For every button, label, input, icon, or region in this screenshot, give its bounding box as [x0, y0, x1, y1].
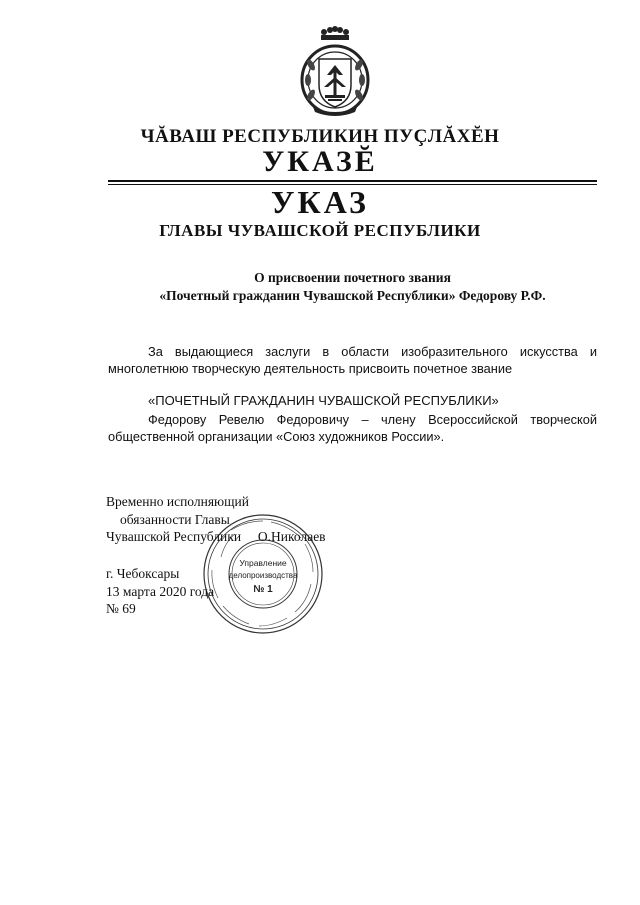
body-p3-line1-text: Федорову Ревелю Федоровичу – члену Всероссийской творческой: [148, 412, 597, 427]
body-paragraph1-line1: [108, 343, 597, 360]
body-paragraph1-line2: многолетнюю творческую деятельность присвоить почетное звание: [108, 361, 513, 376]
decree-number: № 69: [106, 601, 136, 616]
body-paragraph3-line2: общественной организации «Союз художников России».: [108, 429, 445, 444]
decree-title-line1: О присвоении почетного звания: [254, 270, 451, 285]
stamp-line2: делопроизводства: [228, 571, 298, 580]
decree-title-line2: «Почетный гражданин Чувашской Республики» Федорову Р.Ф.: [159, 288, 546, 303]
chuvash-ukaze-title: УКАЗĔ: [262, 145, 378, 178]
body-paragraph3-line1: [108, 411, 597, 428]
signature-position-line2: обязанности Главы: [120, 512, 230, 527]
glavy-subtitle: ГЛАВЫ ЧУВАШСКОЙ РЕСПУБЛИКИ: [159, 221, 481, 240]
chuvash-header: ЧĂВАШ РЕСПУБЛИКИН ПУÇЛĂХĔН: [140, 126, 500, 147]
stamp-line3: № 1: [253, 584, 273, 595]
issue-city: г. Чебоксары: [106, 566, 180, 581]
ukaz-title: УКАЗ: [271, 184, 369, 220]
emblem-icon: [297, 25, 373, 117]
body-p1-line1-text: За выдающиеся заслуги в области изобразительного искусства и: [148, 344, 597, 359]
signature-position-line3: Чувашской Республики О.Николаев: [106, 529, 326, 544]
stamp-line1: Управление: [239, 558, 287, 568]
signature-position-line1: Временно исполняющий: [106, 494, 249, 509]
issue-date: 13 марта 2020 года: [106, 584, 215, 599]
header-rule-thick: [108, 180, 597, 182]
honorary-title: «ПОЧЕТНЫЙ ГРАЖДАНИН ЧУВАШСКОЙ РЕСПУБЛИКИ»: [148, 393, 499, 408]
